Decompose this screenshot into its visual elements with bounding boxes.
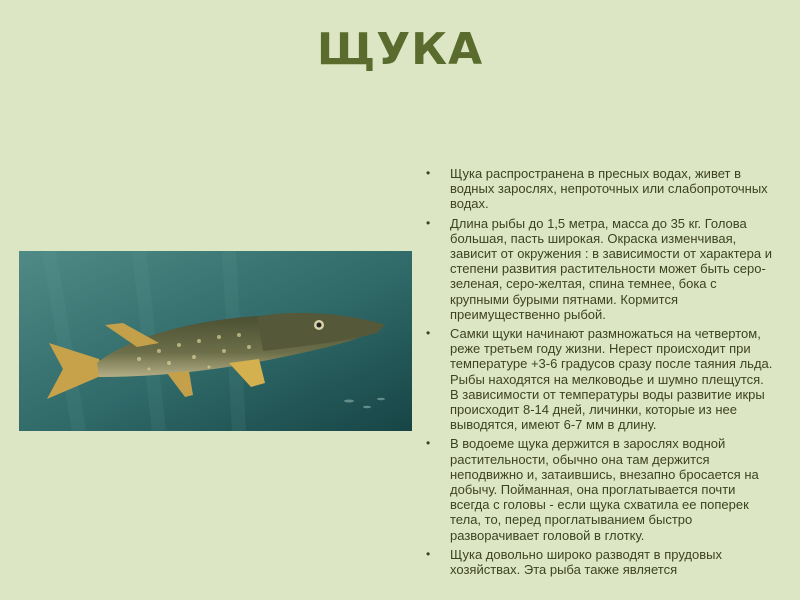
bullet-icon: • <box>426 546 431 561</box>
list-item-text: Щука распространена в пресных водах, живет в водных зарослях, непроточных или слабопроточных водах. <box>450 166 768 212</box>
list-item <box>424 166 774 212</box>
list-item <box>424 436 774 542</box>
list-item <box>424 547 774 577</box>
list-item-text: Длина рыбы до 1,5 метра, масса до 35 кг. Голова большая, пасть широкая. Окраска изменчивая, зависит от окружения : в зависимости от характера и степени развития растительности может быть серо-зеленая, серо-желтая, спина темнее, бока с крупными бурыми пятнами. Кормится преимущественно рыбой. <box>450 215 772 322</box>
bullet-icon: • <box>426 215 431 230</box>
list-item <box>424 216 774 322</box>
list-item-text: В водоеме щука держится в зарослях водной растительности, обычно она там держится неподвижно и, затаившись, внезапно бросается на добычу. Пойманная, она проглатывается почти всегда с головы - если щука схватила ее поперек тела, то, перед проглатыванием быстро разворачивает головой в глотку. <box>450 436 759 543</box>
bullet-list <box>424 166 774 581</box>
pike-photo <box>19 251 412 431</box>
list-item-text: Самки щуки начинают размножаться на четвертом, реже третьем году жизни. Нерест происходит при температуре +3-6 градусов сразу после таяния льда. Рыбы находятся на мелководье и шумно плещутся. В зависимости от температуры воды развитие икры происходит 8-14 дней, личинки, которые из нее выводятся, имеют 6-7 мм в длину. <box>450 326 773 433</box>
bullet-icon: • <box>426 166 431 180</box>
bullet-icon: • <box>426 326 431 341</box>
list-item-text: Щука довольно широко разводят в прудовых хозяйствах. Эта рыба также является <box>450 546 722 578</box>
slide-title: ЩУКА <box>316 24 484 75</box>
bullet-icon: • <box>426 436 431 451</box>
list-item <box>424 326 774 432</box>
